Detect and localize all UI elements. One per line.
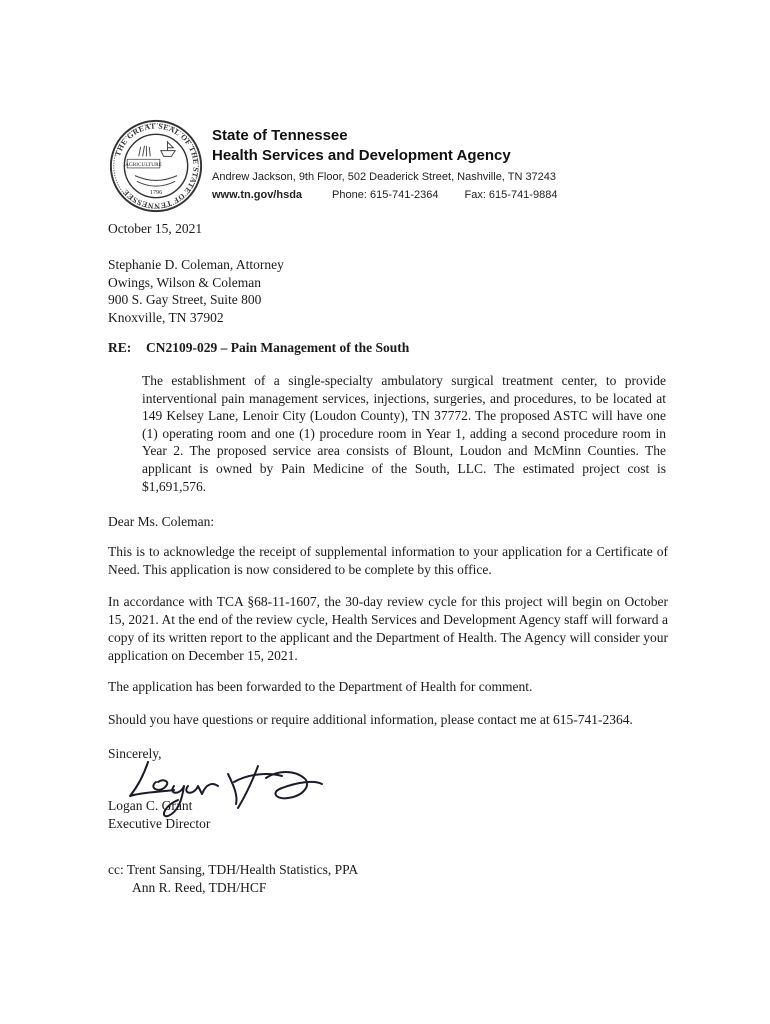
re-line <box>108 339 409 357</box>
body-paragraph-2: In accordance with TCA §68-11-1607, the 30-day review cycle for this project will begin on October 15, 2021. At the end of the review cycle, Health Services and Development Agency staff will forward a copy of its written report to the applicant and the Department of Health. The Agency will consider your application on December 15, 2021. <box>108 594 668 663</box>
salutation: Dear Ms. Coleman: <box>108 514 215 529</box>
recipient-city: Knoxville, TN 37902 <box>108 309 224 325</box>
recipient-address-block <box>108 256 284 326</box>
body-paragraph-1: This is to acknowledge the receipt of supplemental information to your application for a Certificate of Need. This application is now considered to be complete by this office. <box>108 544 668 577</box>
re-subject: CN2109-029 – Pain Management of the South <box>146 340 410 355</box>
seal-year: 1796 <box>149 188 163 196</box>
body-paragraph-3: The application has been forwarded to the Department of Health for comment. <box>108 679 533 694</box>
agency-address: Andrew Jackson, 9th Floor, 502 Deaderick Street, Nashville, TN 37243 <box>212 171 557 183</box>
agency-contact <box>212 186 557 204</box>
letterhead <box>212 126 557 204</box>
agency-phone: Phone: 615-741-2364 <box>332 189 439 201</box>
agency-state: State of Tennessee <box>212 127 348 144</box>
agency-fax: Fax: 615-741-9884 <box>464 189 558 201</box>
agency-name: Health Services and Development Agency <box>212 147 511 164</box>
recipient-street: 900 S. Gay Street, Suite 800 <box>108 292 262 307</box>
project-description: The establishment of a single-specialty ambulatory surgical treatment center, to provide interventional pain management services, injections, surgeries, and procedures, to be located at 149 Kelsey Lane, Lenoir City (Loudon County), TN 37772. The proposed ASTC will have one (1) operating room and one (1) procedure room in Year 1, adding a second procedure room in Year 2. The proposed service area consists of Blount, Loudon and McMinn Counties. The applicant is owned by Pain Medicine of the South, LLC. The estimated project cost is $1,691,576. <box>142 373 666 494</box>
signer-title: Executive Director <box>108 816 211 831</box>
cc-line-1: cc: Trent Sansing, TDH/Health Statistics, PPA <box>108 862 359 877</box>
closing: Sincerely, <box>108 746 162 761</box>
cc-block <box>108 861 358 897</box>
cc-line-2: Ann R. Reed, TDH/HCF <box>132 880 267 895</box>
signer-name: Logan C. Grant <box>108 798 193 813</box>
body-paragraph-4: Should you have questions or require additional information, please contact me at 615-741-2364. <box>108 712 633 727</box>
recipient-name: Stephanie D. Coleman, Attorney <box>108 257 284 272</box>
seal-ring-text: THE GREAT SEAL OF THE STATE OF TENNESSEE <box>112 121 201 211</box>
re-label: RE: <box>108 340 132 355</box>
agency-website[interactable]: www.tn.gov/hsda <box>212 189 303 201</box>
tennessee-state-seal <box>108 118 204 214</box>
letter-date: October 15, 2021 <box>108 221 203 236</box>
seal-center-text: AGRICULTURE <box>125 162 162 168</box>
recipient-firm: Owings, Wilson & Coleman <box>108 274 261 290</box>
signer-block <box>108 797 210 833</box>
